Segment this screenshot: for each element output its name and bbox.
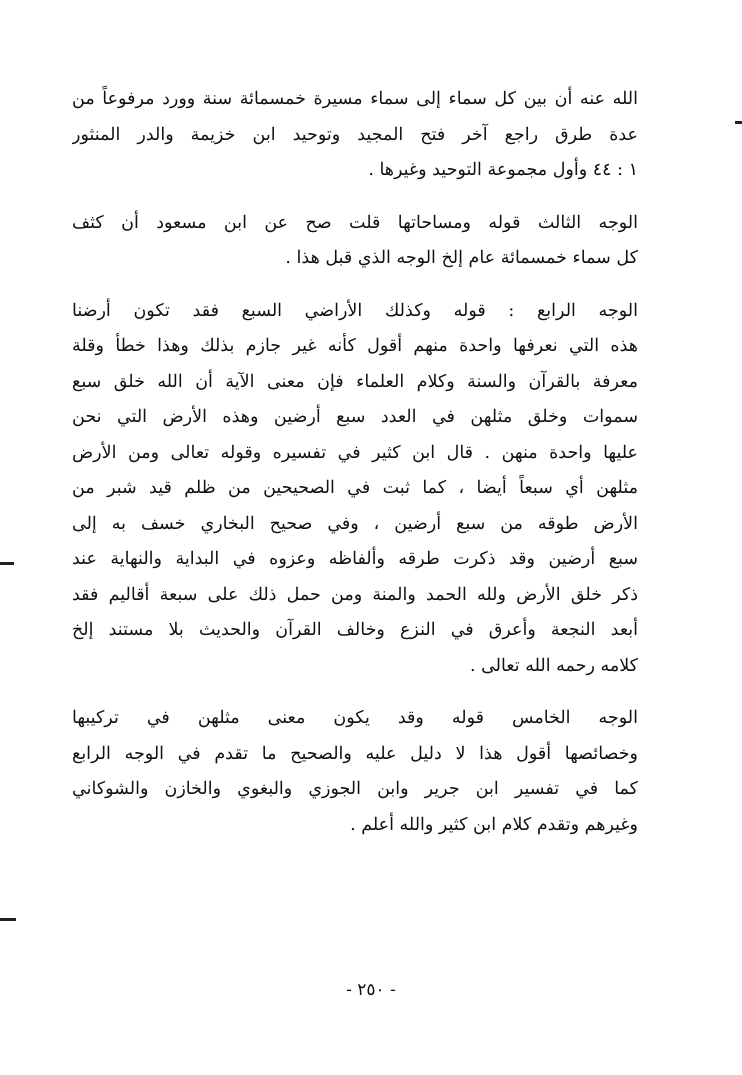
page-body	[72, 82, 638, 860]
text-line: ذكر خلق الأرض ولله الحمد والمنة ومن حمل ذلك على سبعة أقاليم فقد	[72, 584, 638, 605]
scan-edge-mark	[735, 121, 742, 124]
text-line: هذه التي نعرفها واحدة منهم أقول كأنه غير جازم بذلك وهذا خطأ وقلة	[72, 336, 638, 356]
text-line: الأرض طوقه من سبع أرضين ، وفي صحيح البخاري خسف به إلى	[72, 513, 638, 534]
text-line: وخصائصها أقول هذا لا دليل عليه والصحيح ما تقدم في الوجه الرابع	[72, 743, 638, 764]
text-line: كلامه رحمه الله تعالى .	[469, 655, 638, 676]
text-line: وغيرهم وتقدم كلام ابن كثير والله أعلم .	[350, 814, 638, 835]
text-line: أبعد النجعة وأعرق في النزع وخالف القرآن والحديث بلا مستند إلخ	[72, 620, 638, 640]
text-line: الله عنه أن بين كل سماء إلى سماء مسيرة خمسمائة سنة وورد مرفوعاً من	[72, 89, 638, 109]
text-line: الوجه الخامس قوله وقد يكون معنى مثلهن في تركيبها	[72, 708, 638, 728]
paragraph-4	[72, 701, 638, 843]
scan-edge-mark	[0, 562, 14, 565]
text-line: مثلهن أي سبعاً أيضا ، كما ثبت في الصحيحين من ظلم قيد شبر من	[72, 478, 638, 498]
scan-edge-mark	[0, 918, 16, 921]
text-line: ١ : ٤٤ وأول مجموعة التوحيد وغيرها .	[368, 160, 638, 180]
text-line: عدة طرق راجع آخر فتح المجيد وتوحيد ابن خزيمة والدر المنثور	[72, 124, 638, 145]
paragraph-3	[72, 294, 638, 685]
text-line: سموات وخلق مثلهن في العدد سبع أرضين وهذه الأرض التي نحن	[72, 407, 638, 427]
text-line: كما في تفسير ابن جرير وابن الجوزي والبغوي والخازن والشوكاني	[72, 779, 638, 799]
page-number: - ٢٥٠ -	[346, 980, 396, 1000]
text-line: الوجه الثالث قوله ومساحاتها قلت صح عن ابن مسعود أن كثف	[72, 212, 638, 233]
text-line: كل سماء خمسمائة عام إلخ الوجه الذي قبل هذا .	[285, 248, 638, 268]
text-line: سبع أرضين وقد ذكرت طرقه وألفاظه وعزوه في البداية والنهاية عند	[72, 549, 638, 569]
text-line: معرفة بالقرآن والسنة وكلام العلماء فإن معنى الآية أن الله خلق سبع	[72, 371, 638, 392]
text-line: عليها واحدة منهن . قال ابن كثير في تفسيره وقوله تعالى ومن الأرض	[72, 442, 638, 463]
paragraph-1	[72, 82, 638, 189]
paragraph-2	[72, 206, 638, 277]
text-line: الوجه الرابع : قوله وكذلك الأراضي السبع فقد تكون أرضنا	[72, 300, 638, 321]
